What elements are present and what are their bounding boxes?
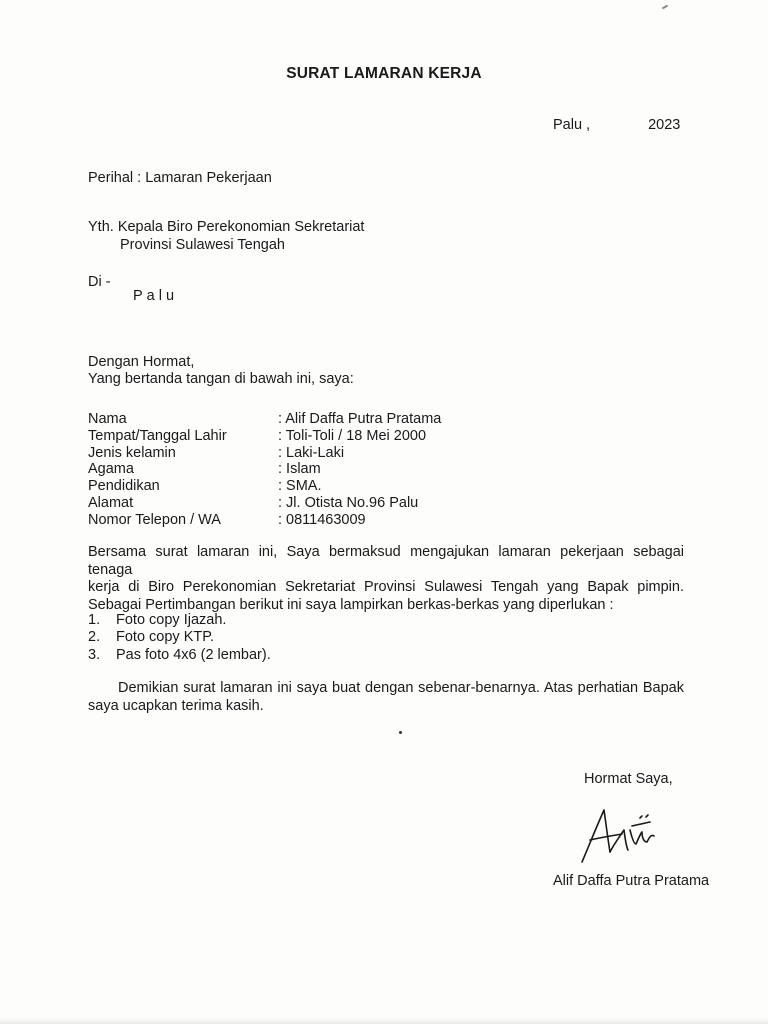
body-line: kerja di Biro Perekonomian Sekretariat Provinsi Sulawesi Tengah yang Bapak pimpin.: [88, 579, 684, 595]
place-date: [553, 117, 680, 133]
identity-label: Nama: [88, 411, 127, 427]
greeting: Dengan Hormat,: [88, 354, 195, 370]
ink-dot: [399, 731, 402, 734]
list-number: 2.: [88, 629, 101, 646]
body-paragraph: [88, 544, 684, 614]
list-item: [88, 612, 271, 629]
closing-line: saya ucapkan terima kasih.: [88, 697, 264, 714]
identity-label: Pendidikan: [88, 478, 160, 495]
place: Palu ,: [553, 117, 591, 133]
identity-label: Tempat/Tanggal Lahir: [88, 427, 227, 444]
recipient-city: Palu: [133, 288, 179, 304]
recipient-line-2: Provinsi Sulawesi Tengah: [120, 237, 285, 253]
list-item: [88, 647, 271, 664]
identity-label: Agama: [88, 461, 134, 478]
list-text: Foto copy KTP.: [116, 629, 215, 646]
subject-line: Perihal : Lamaran Pekerjaan: [88, 170, 272, 186]
sign-off: Hormat Saya,: [584, 771, 673, 787]
list-text: Foto copy Ijazah.: [116, 612, 227, 628]
identity-value: : Laki-Laki: [278, 444, 345, 461]
year: 2023: [648, 117, 681, 133]
identity-label: Nomor Telepon / WA: [88, 511, 221, 528]
identity-row: [88, 428, 508, 445]
list-item: [88, 629, 271, 646]
handwritten-signature: [570, 800, 670, 870]
identity-row: [88, 478, 508, 495]
letter-title: SURAT LAMARAN KERJA: [286, 65, 482, 82]
identity-row: [88, 495, 508, 512]
identity-value: : Jl. Otista No.96 Palu: [278, 494, 419, 511]
identity-value: : Toli-Toli / 18 Mei 2000: [278, 427, 427, 444]
di-label: Di -: [88, 274, 111, 290]
attachment-list: [88, 612, 271, 664]
list-number: 1.: [88, 612, 101, 628]
body-line: Bersama surat lamaran ini, Saya bermaksud mengajukan lamaran pekerjaan sebagai tenaga: [88, 544, 684, 578]
identity-row: [88, 411, 508, 428]
identity-table: [88, 411, 508, 529]
list-number: 3.: [88, 646, 101, 663]
signer-name: Alif Daffa Putra Pratama: [553, 873, 710, 889]
identity-row: [88, 512, 508, 529]
identity-row: [88, 461, 508, 478]
identity-value: : SMA.: [278, 478, 322, 495]
closing-paragraph: [88, 680, 684, 715]
identity-label: Jenis kelamin: [88, 444, 176, 461]
recipient-line-1: Yth. Kepala Biro Perekonomian Sekretariat: [88, 219, 365, 235]
identity-value: : Islam: [278, 461, 321, 478]
identity-row: [88, 445, 508, 462]
body-line: Sebagai Pertimbangan berikut ini saya lampirkan berkas-berkas yang diperlukan :: [88, 596, 614, 613]
closing-line: Demikian surat lamaran ini saya buat dengan sebenar-benarnya. Atas perhatian Bapak: [118, 680, 684, 696]
scan-mark: [662, 5, 668, 10]
identity-value: : 0811463009: [278, 511, 366, 528]
intro-line: Yang bertanda tangan di bawah ini, saya:: [88, 371, 354, 387]
identity-label: Alamat: [88, 494, 134, 511]
page-edge: [0, 1018, 768, 1024]
identity-value: : Alif Daffa Putra Pratama: [278, 411, 442, 427]
list-text: Pas foto 4x6 (2 lembar).: [116, 646, 271, 663]
